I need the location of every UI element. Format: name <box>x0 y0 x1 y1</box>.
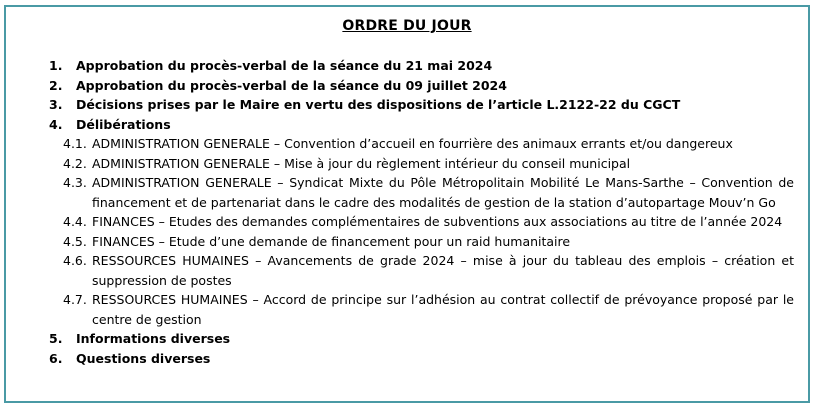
item-number: 5. <box>49 331 63 346</box>
subitem-number: 4.1. <box>63 136 87 151</box>
subitem-number: 4.2. <box>63 155 87 171</box>
agenda-title: ORDRE DU JOUR <box>342 18 472 34</box>
item-text: Délibérations <box>76 116 171 132</box>
item-text: Approbation du procès-verbal de la séance du 09 juillet 2024 <box>76 77 507 93</box>
subitem-number: 4.3. <box>63 175 87 190</box>
deliberation-item-4-2 <box>6 154 812 174</box>
item-number: 2. <box>49 77 63 93</box>
subitem-text: FINANCES – Etude d’une demande de financement pour un raid humanitaire <box>92 233 571 249</box>
deliberation-item-4-4 <box>6 212 812 232</box>
agenda-box <box>4 5 810 403</box>
subitem-text: ADMINISTRATION GENERALE – Mise à jour du règlement intérieur du conseil municipal <box>92 155 631 171</box>
subitem-text: RESSOURCES HUMAINES – Avancements de grade 2024 – mise à jour du tableau des emplois – création et suppression de postes <box>92 253 794 288</box>
item-number: 1. <box>49 58 63 73</box>
item-text: Informations diverses <box>76 331 231 346</box>
agenda-item-1 <box>6 56 812 76</box>
agenda-item-3 <box>6 95 812 115</box>
agenda-list <box>6 56 812 368</box>
subitem-text: ADMINISTRATION GENERALE – Syndicat Mixte du Pôle Métropolitain Mobilité Le Mans-Sarthe – Convention de financement et de partenariat dans le cadre des modalités de gestion de la station d’autopartage Mouv’n Go <box>92 175 794 210</box>
deliberation-item-4-3 <box>6 173 812 212</box>
item-text: Questions diverses <box>76 350 211 366</box>
item-number: 4. <box>49 116 63 132</box>
deliberation-item-4-1 <box>6 134 812 154</box>
subitem-text: ADMINISTRATION GENERALE – Convention d’accueil en fourrière des animaux errants et/ou dangereux <box>92 136 733 151</box>
subitem-text: FINANCES – Etudes des demandes complémentaires de subventions aux associations au titre de l’année 2024 <box>92 214 783 229</box>
deliberation-item-4-5 <box>6 232 812 252</box>
agenda-item-6 <box>6 349 812 369</box>
subitem-number: 4.6. <box>63 253 87 268</box>
subitem-text: RESSOURCES HUMAINES – Accord de principe sur l’adhésion au contrat collectif de prévoyance proposé par le centre de gestion <box>92 292 794 327</box>
item-number: 6. <box>49 350 63 366</box>
subitem-number: 4.7. <box>63 292 87 307</box>
deliberation-item-4-7 <box>6 290 812 329</box>
agenda-item-4 <box>6 115 812 135</box>
item-text: Décisions prises par le Maire en vertu des dispositions de l’article L.2122-22 du CGCT <box>76 97 681 112</box>
agenda-item-2 <box>6 76 812 96</box>
agenda-item-5 <box>6 329 812 349</box>
item-number: 3. <box>49 97 63 112</box>
subitem-number: 4.5. <box>63 233 87 249</box>
deliberation-item-4-6 <box>6 251 812 290</box>
subitem-number: 4.4. <box>63 214 87 229</box>
item-text: Approbation du procès-verbal de la séance du 21 mai 2024 <box>76 58 493 73</box>
